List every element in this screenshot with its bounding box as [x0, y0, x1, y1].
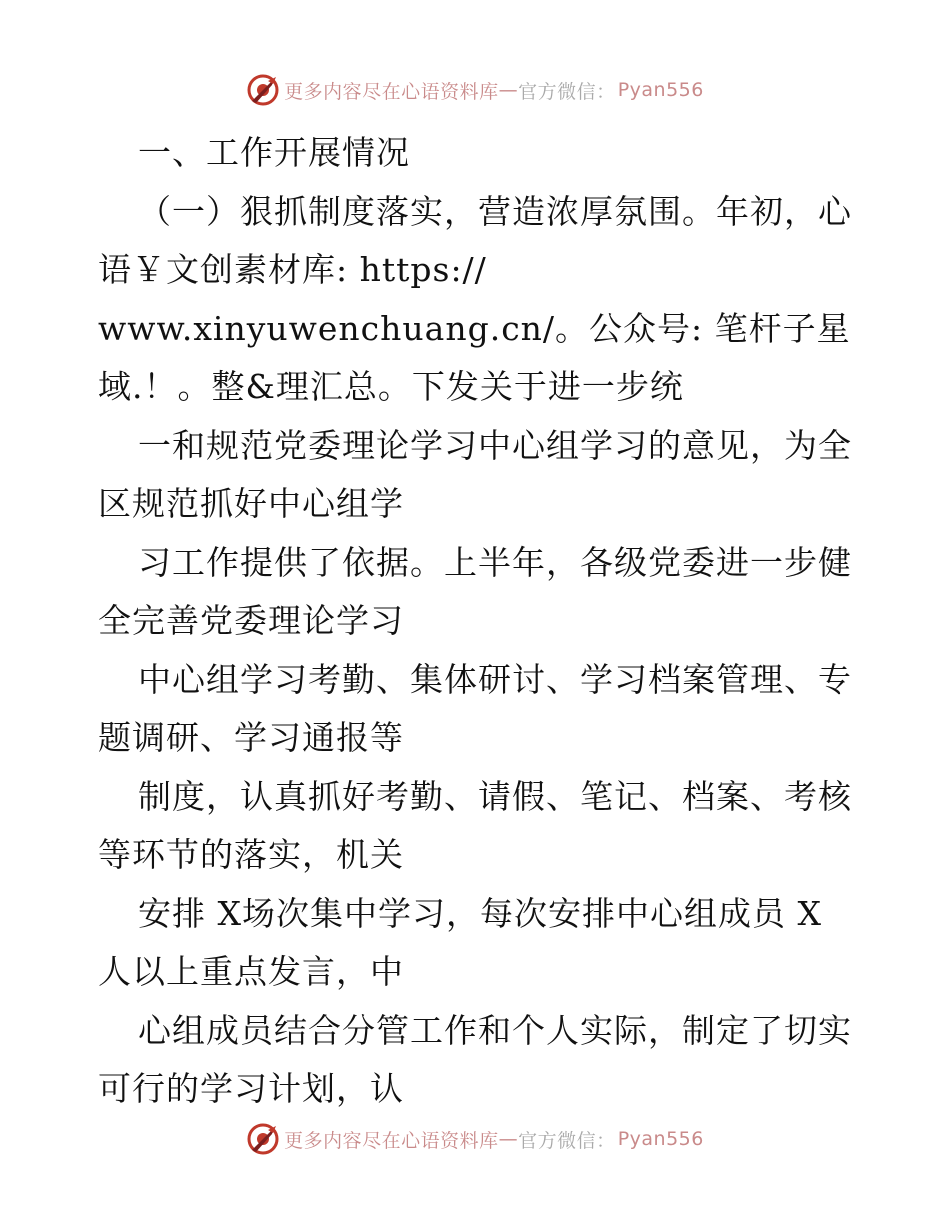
banner-wechat-id: Pyan556 [617, 1128, 704, 1150]
text-line: 人以上重点发言，中 [98, 952, 404, 991]
text-line: 可行的学习计划，认 [98, 1069, 404, 1108]
text-line: 全完善党委理论学习 [98, 601, 404, 640]
footer-banner [0, 1119, 950, 1159]
text-line: www.xinyuwenchuang.cn/。公众号: 笔杆子星 [98, 308, 851, 348]
banner-main-text: 更多内容尽在心语资料库 [284, 80, 499, 103]
banner-wechat-label: 官方微信： [518, 1129, 616, 1152]
text-line: 等环节的落实，机关 [98, 835, 404, 874]
text-line: 心组成员结合分管工作和个人实际，制定了切实 [138, 1010, 852, 1050]
brand-logo-icon [246, 1122, 280, 1156]
banner-dash: — [498, 79, 519, 101]
banner-wechat-label: 官方微信： [518, 80, 616, 103]
document-body [98, 124, 858, 1119]
text-line: 中心组学习考勤、集体研讨、学习档案管理、专 [138, 659, 852, 699]
text-line: 域.！。整&理汇总。下发关于进一步统 [98, 367, 684, 406]
text-line: 语￥文创素材库: https:// [98, 250, 487, 289]
text-line: 一和规范党委理论学习中心组学习的意见，为全 [138, 425, 852, 465]
header-banner [0, 70, 950, 110]
section-heading: 一、工作开展情况 [138, 133, 410, 172]
text-line: 区规范抓好中心组学 [98, 484, 404, 523]
banner-main-text: 更多内容尽在心语资料库 [284, 1129, 499, 1152]
banner-dash: — [498, 1128, 519, 1150]
text-line: （一）狠抓制度落实，营造浓厚氛围。年初，心 [138, 191, 852, 231]
text-line: 题调研、学习通报等 [98, 718, 404, 757]
text-line: 安排 X场次集中学习，每次安排中心组成员 X [138, 893, 822, 933]
text-line: 习工作提供了依据。上半年，各级党委进一步健 [138, 542, 852, 582]
banner-wechat-id: Pyan556 [617, 79, 704, 101]
brand-logo-icon [246, 73, 280, 107]
text-line: 制度，认真抓好考勤、请假、笔记、档案、考核 [138, 776, 852, 816]
